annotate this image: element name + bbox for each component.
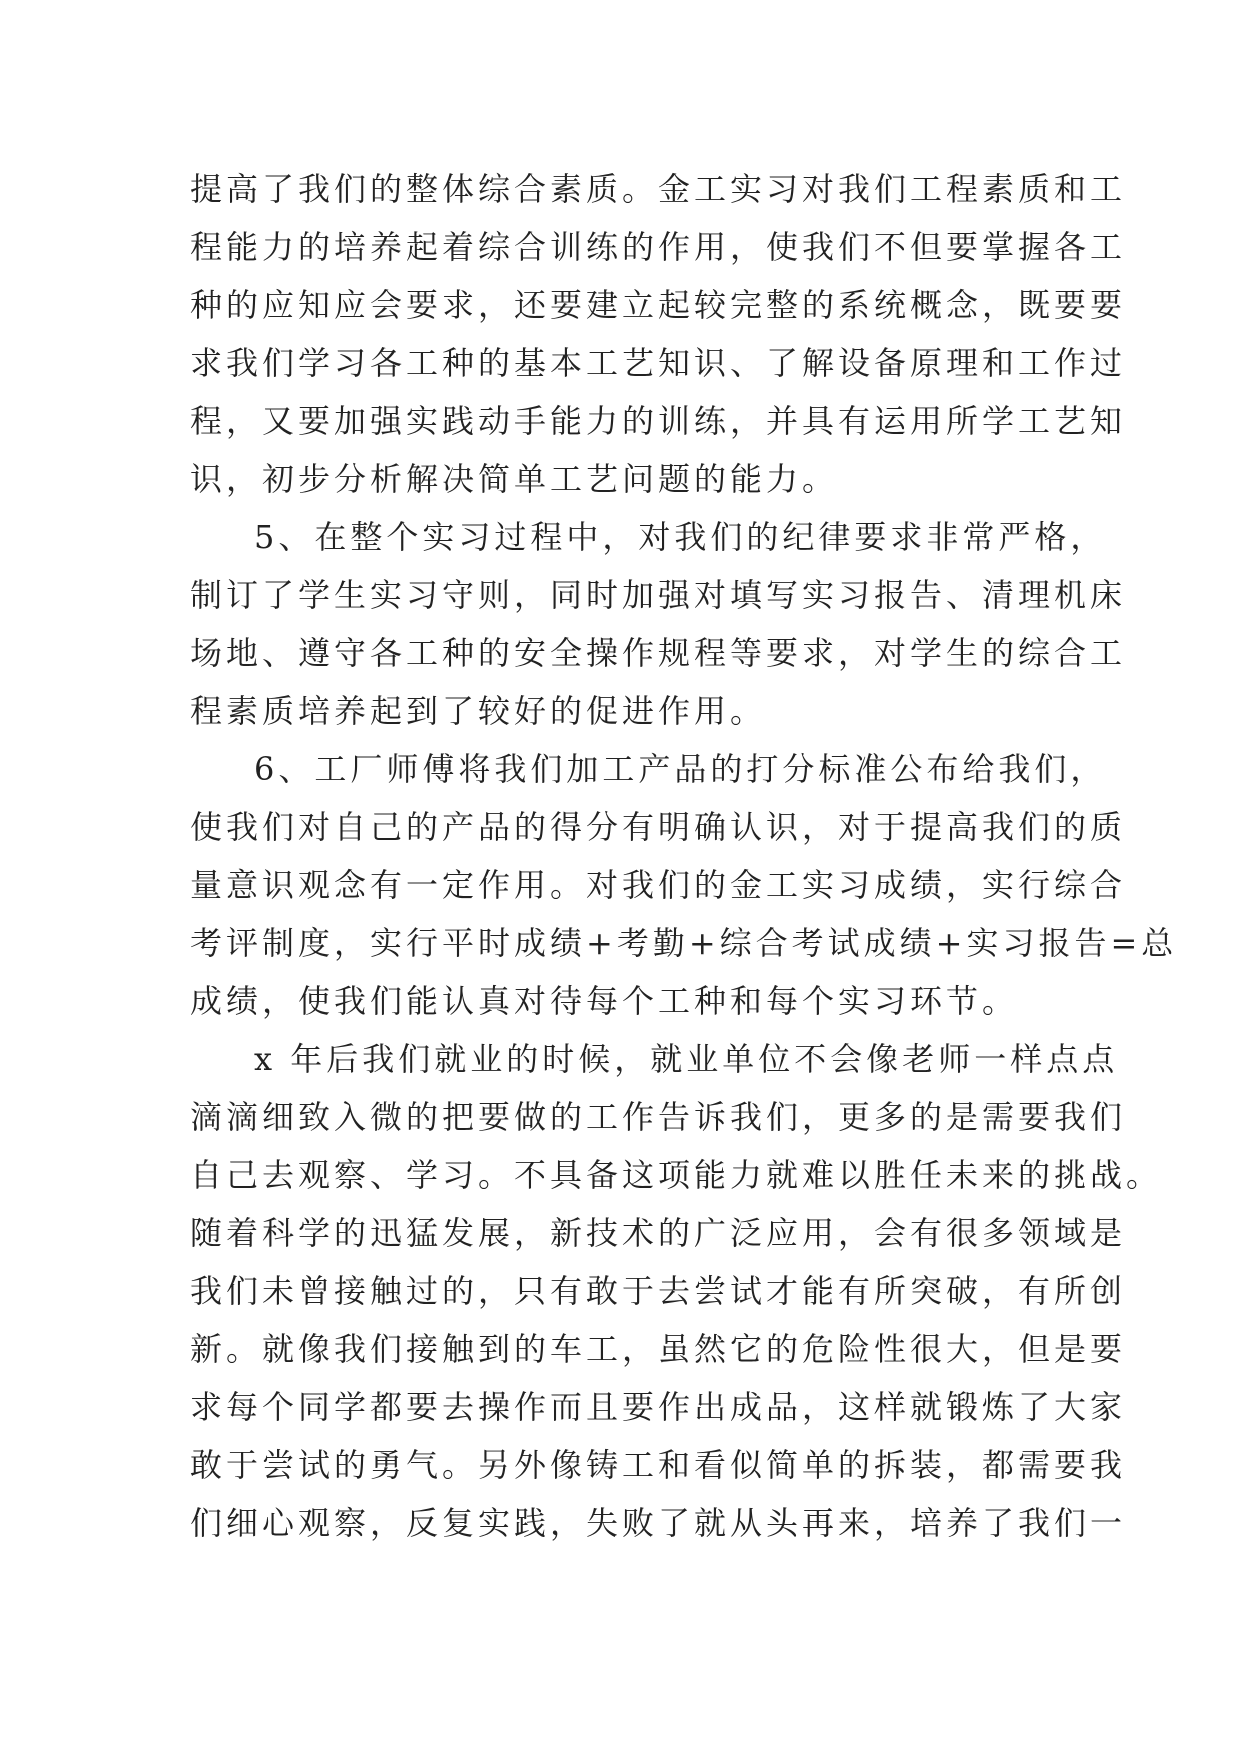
text-line: 提高了我们的整体综合素质。金工实习对我们工程素质和工	[190, 170, 1127, 208]
text-line: 求我们学习各工种的基本工艺知识、了解设备原理和工作过	[190, 344, 1127, 382]
paragraph-first-line: x 年后我们就业的时候，就业单位不会像老师一样点点	[254, 1040, 1119, 1078]
text-line: 场地、遵守各工种的安全操作规程等要求，对学生的综合工	[190, 634, 1127, 672]
text-line: 程能力的培养起着综合训练的作用，使我们不但要掌握各工	[190, 228, 1127, 266]
text-line: 自己去观察、学习。不具备这项能力就难以胜任未来的挑战。	[190, 1156, 1163, 1194]
text-line: 识，初步分析解决简单工艺问题的能力。	[190, 460, 839, 498]
paragraph-first-line: 5、在整个实习过程中，对我们的纪律要求非常严格，	[254, 518, 1107, 556]
text-line: 程素质培养起到了较好的促进作用。	[190, 692, 767, 730]
text-line: 量意识观念有一定作用。对我们的金工实习成绩，实行综合	[190, 866, 1127, 904]
text-line: 成绩，使我们能认真对待每个工种和每个实习环节。	[190, 982, 1019, 1020]
text-line: 种的应知应会要求，还要建立起较完整的系统概念，既要要	[190, 286, 1127, 324]
text-line: 新。就像我们接触到的车工，虽然它的危险性很大，但是要	[190, 1330, 1127, 1368]
text-line: 们细心观察，反复实践，失败了就从头再来，培养了我们一	[190, 1504, 1127, 1542]
text-line: 滴滴细致入微的把要做的工作告诉我们，更多的是需要我们	[190, 1098, 1127, 1136]
text-line: 使我们对自己的产品的得分有明确认识，对于提高我们的质	[190, 808, 1127, 846]
text-line: 随着科学的迅猛发展，新技术的广泛应用，会有很多领域是	[190, 1214, 1127, 1252]
body-text	[190, 160, 1178, 1552]
text-line: 敢于尝试的勇气。另外像铸工和看似简单的拆装，都需要我	[190, 1446, 1127, 1484]
text-line: 考评制度，实行平时成绩+考勤+综合考试成绩+实习报告=总	[190, 924, 1178, 962]
paragraph-first-line: 6、工厂师傅将我们加工产品的打分标准公布给我们，	[254, 750, 1107, 788]
text-line: 制订了学生实习守则，同时加强对填写实习报告、清理机床	[190, 576, 1127, 614]
text-line: 我们未曾接触过的，只有敢于去尝试才能有所突破，有所创	[190, 1272, 1127, 1310]
text-line: 程，又要加强实践动手能力的训练，并具有运用所学工艺知	[190, 402, 1127, 440]
text-line: 求每个同学都要去操作而且要作出成品，这样就锻炼了大家	[190, 1388, 1127, 1426]
